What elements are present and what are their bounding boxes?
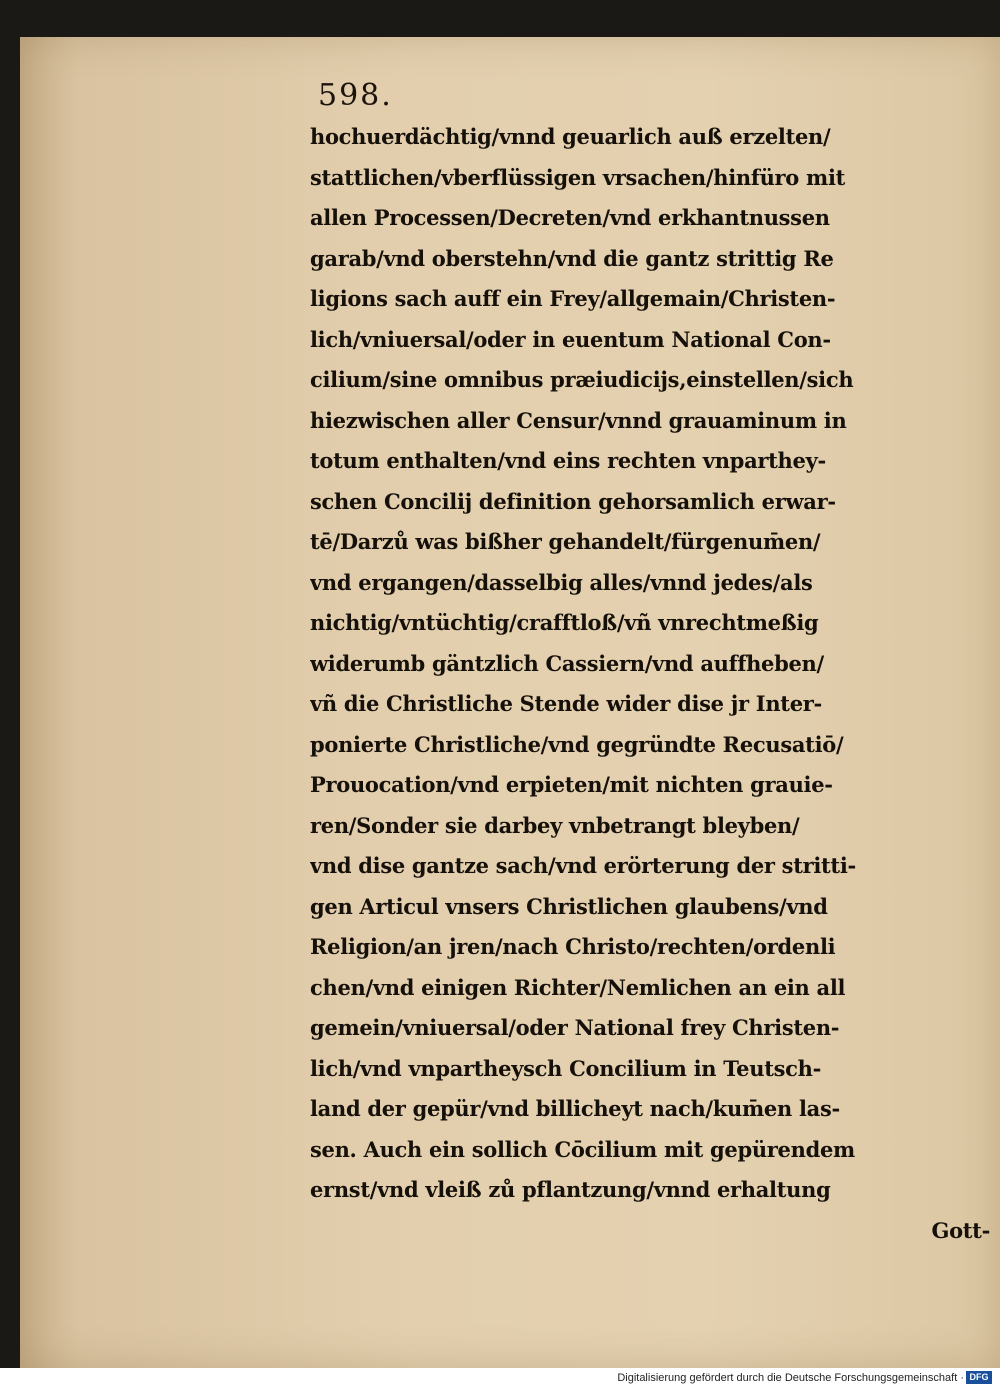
text-line: lich/vniuersal/oder in euentum National Con-	[310, 326, 831, 352]
text-line: ernst/vnd vleiß zů pflantzung/vnnd erhaltung	[310, 1177, 831, 1202]
text-line: allen Processen/Decreten/vnd erkhantnussen	[310, 205, 830, 230]
text-line: gemein/vniuersal/oder National frey Christen-	[310, 1015, 840, 1040]
text-line: hochuerdächtig/vnnd geuarlich auß erzelten/	[310, 124, 831, 149]
text-line: ren/Sonder sie darbey vnbetrangt bleyben/	[310, 812, 800, 838]
text-line: garab/vnd oberstehn/vnd die gantz strittig Re	[310, 245, 834, 271]
text-block	[310, 117, 990, 1251]
text-line: Religion/an jren/nach Christo/rechten/ordenli	[310, 934, 836, 959]
text-line: vnd ergangen/dasselbig alles/vnnd jedes/als	[310, 569, 813, 595]
text-line: vñ die Christliche Stende wider dise jr Inter-	[310, 691, 822, 716]
text-line: tē/Darzů was bißher gehandelt/fürgenum̄en/	[310, 529, 821, 554]
text-line: ligions sach auff ein Frey/allgemain/Christen-	[310, 286, 836, 311]
text-line: Gott-	[931, 1217, 990, 1243]
dfg-logo-icon: DFG	[966, 1371, 992, 1384]
text-line: lich/vnd vnpartheysch Concilium in Teutsch-	[310, 1055, 821, 1081]
text-line: sen. Auch ein sollich Cōcilium mit gepürendem	[310, 1136, 855, 1162]
text-line: nichtig/vntüchtig/crafftloß/vñ vnrechtmeßig	[310, 610, 819, 635]
text-line: widerumb gäntzlich Cassiern/vnd auffheben/	[310, 650, 824, 676]
text-line: gen Articul vnsers Christlichen glaubens/vnd	[310, 893, 828, 919]
text-line: chen/vnd einigen Richter/Nemlichen an ein all	[310, 974, 846, 1000]
text-line: Prouocation/vnd erpieten/mit nichten grauie-	[310, 772, 833, 797]
text-line: stattlichen/vberflüssigen vrsachen/hinfüro mit	[310, 164, 846, 190]
text-line: cilium/sine omnibus præiudicijs,einstellen/sich	[310, 367, 854, 392]
page-number: 598.	[318, 78, 393, 113]
text-line: vnd dise gantze sach/vnd erörterung der stritti-	[310, 853, 856, 878]
footer-credit: Digitalisierung gefördert durch die Deutsche Forschungsgemeinschaft ·	[617, 1372, 964, 1384]
text-line: totum enthalten/vnd eins rechten vnparthey-	[310, 448, 826, 473]
text-line: hiezwischen aller Censur/vnnd grauaminum in	[310, 407, 847, 433]
text-line: ponierte Christliche/vnd gegründte Recusatiō/	[310, 731, 844, 757]
text-line: land der gepür/vnd billicheyt nach/kum̄en las-	[310, 1096, 840, 1121]
text-line: schen Concilij definition gehorsamlich erwar-	[310, 488, 836, 514]
